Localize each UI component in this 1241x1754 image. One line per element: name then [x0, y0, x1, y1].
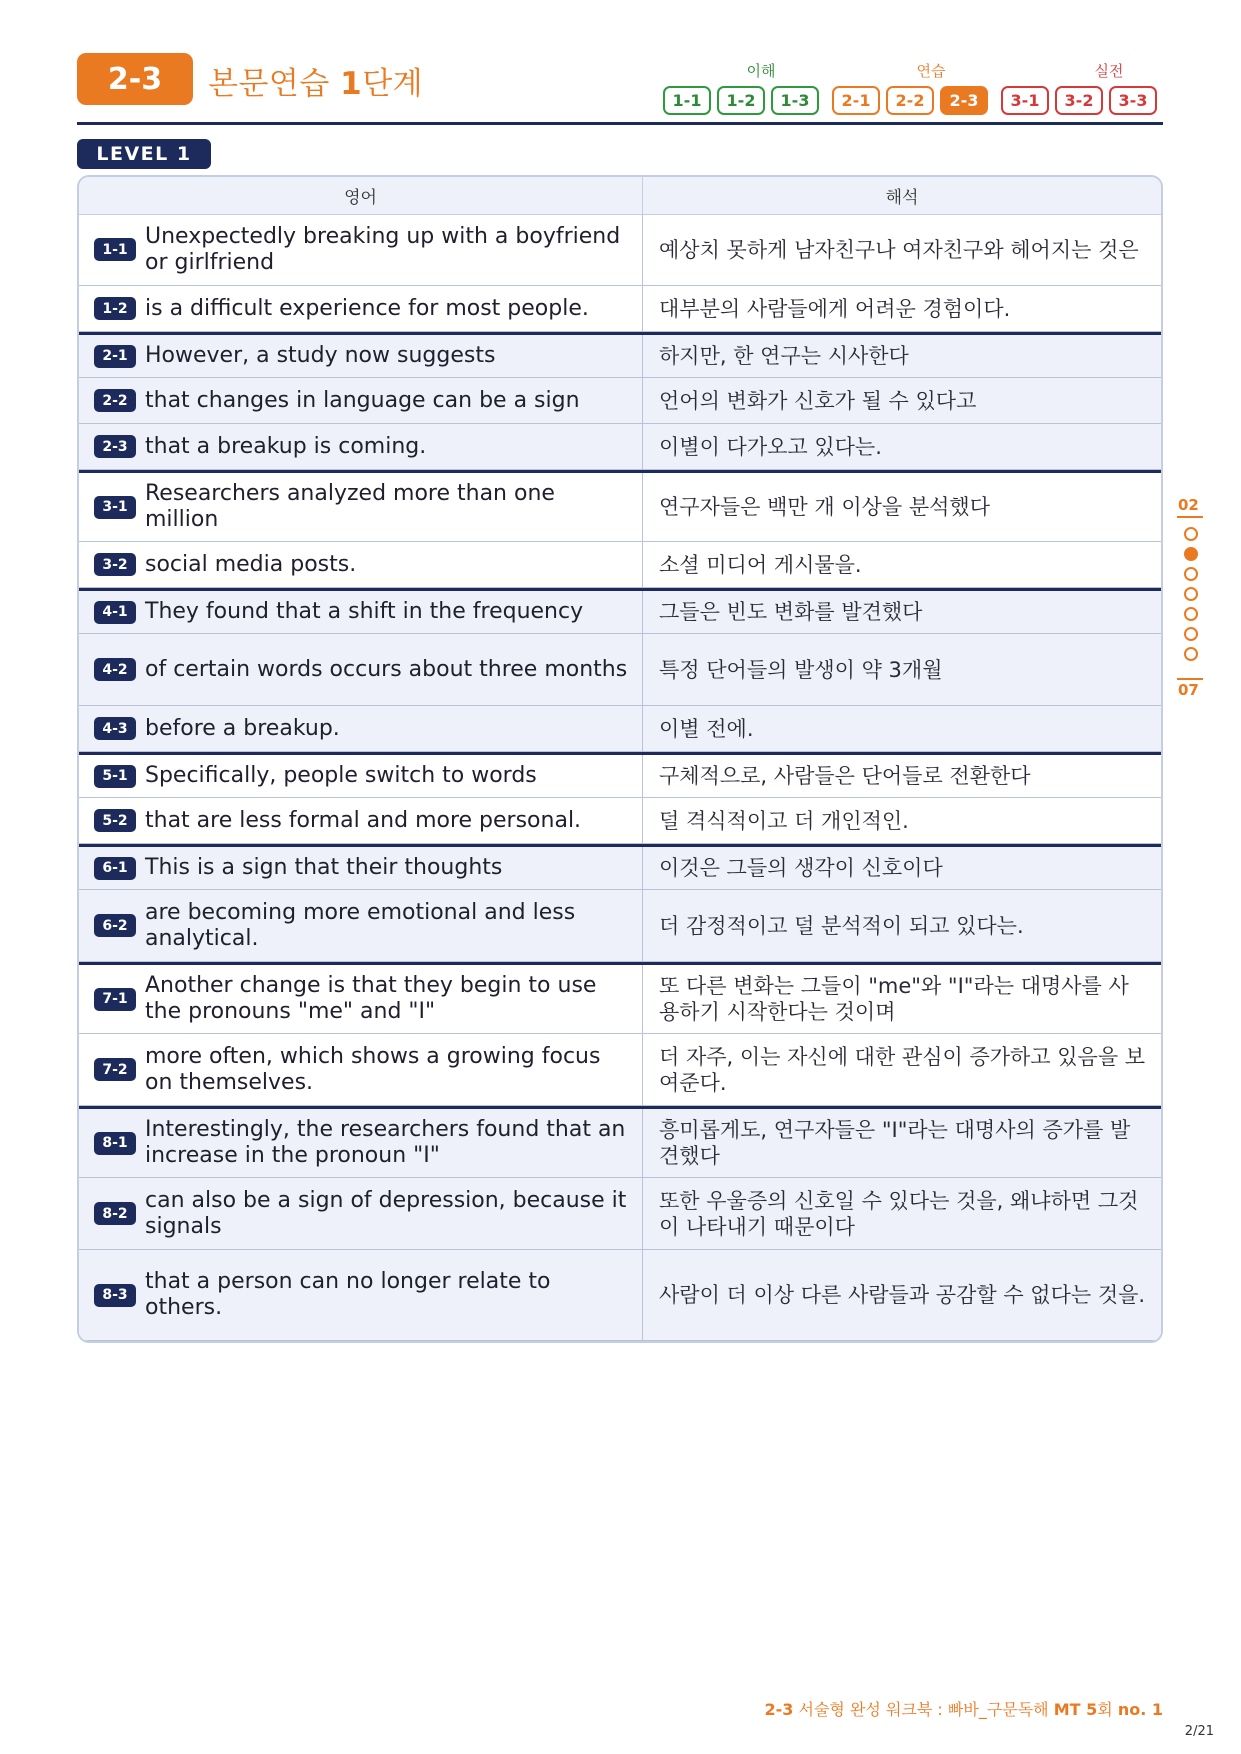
table-row	[79, 1034, 1161, 1106]
table-row	[79, 214, 1161, 286]
page-title	[208, 58, 423, 103]
table-row	[79, 424, 1161, 470]
table-row	[79, 844, 1161, 890]
english-sentence: social media posts.	[145, 551, 357, 577]
footer-title	[765, 1697, 1163, 1720]
english-cell	[79, 706, 643, 751]
sentence-number-badge: 4-3	[94, 717, 136, 740]
english-sentence: can also be a sign of depression, because it signals	[145, 1187, 627, 1239]
english-sentence: before a breakup.	[145, 715, 340, 741]
korean-translation: 연구자들은 백만 개 이상을 분석했다	[659, 495, 990, 519]
sentence-number-badge: 5-1	[94, 765, 136, 788]
english-cell	[79, 542, 643, 587]
english-cell	[79, 890, 643, 961]
english-sentence: that changes in language can be a sign	[145, 387, 580, 413]
sentence-number-badge: 7-2	[94, 1058, 136, 1081]
chapter-index-end: 07	[1178, 681, 1199, 699]
english-sentence: Unexpectedly breaking up with a boyfriend or girlfriend	[145, 223, 621, 275]
sentence-number-badge: 8-3	[94, 1284, 136, 1307]
korean-translation: 이별이 다가오고 있다는.	[659, 434, 882, 459]
table-row	[79, 634, 1161, 706]
english-sentence: that a person can no longer relate to others.	[145, 1269, 551, 1320]
title-text: 본문연습	[208, 66, 341, 102]
english-cell	[79, 755, 643, 797]
footer-book: 서술형 완성 워크북 : 빠바_구문독해	[793, 1700, 1054, 1719]
korean-translation: 더 감정적이고 덜 분석적이 되고 있다는.	[659, 913, 1024, 938]
sentence-number-badge: 1-2	[94, 297, 136, 320]
english-cell	[79, 965, 643, 1033]
korean-translation: 언어의 변화가 신호가 될 수 있다고	[659, 388, 977, 413]
english-sentence: However, a study now suggests	[145, 343, 496, 368]
english-cell	[79, 798, 643, 843]
page-number: 2/21	[1184, 1724, 1214, 1739]
english-sentence: of certain words occurs about three months	[145, 656, 628, 682]
english-cell	[79, 214, 643, 285]
sentence-number-badge: 6-2	[94, 914, 136, 937]
step-2-3[interactable]: 2-3	[940, 86, 988, 115]
korean-translation: 덜 격식적이고 더 개인적인.	[659, 808, 909, 833]
english-sentence: Interestingly, the researchers found that an increase in the pronoun "I"	[145, 1117, 626, 1168]
english-cell	[79, 286, 643, 331]
sentence-number-badge: 2-1	[94, 345, 136, 368]
sentence-number-badge: 6-1	[94, 857, 136, 880]
korean-translation: 또 다른 변화는 그들이 "me"와 "I"라는 대명사를 사용하기 시작한다는 것이며	[659, 974, 1129, 1024]
step-3-1[interactable]: 3-1	[1001, 86, 1049, 115]
sentence-number-badge: 1-1	[94, 238, 136, 261]
english-sentence: Researchers analyzed more than one million	[145, 481, 555, 532]
sentence-number-badge: 3-1	[94, 496, 136, 519]
step-3-3[interactable]: 3-3	[1109, 86, 1157, 115]
english-cell	[79, 591, 643, 633]
table-row	[79, 542, 1161, 588]
english-cell	[79, 424, 643, 469]
table-row	[79, 752, 1161, 798]
english-sentence: Specifically, people switch to words	[145, 763, 537, 788]
step-1-3[interactable]: 1-3	[771, 86, 819, 115]
english-sentence: is a difficult experience for most people.	[145, 295, 589, 321]
sentence-number-badge: 5-2	[94, 809, 136, 832]
title-level: 1	[340, 66, 363, 102]
english-sentence: They found that a shift in the frequency	[145, 599, 584, 624]
table-header	[79, 177, 1161, 215]
korean-translation: 이별 전에.	[659, 716, 754, 741]
table-row	[79, 798, 1161, 844]
footer-number: no. 1	[1117, 1700, 1163, 1719]
korean-translation: 대부분의 사람들에게 어려운 경험이다.	[659, 296, 1011, 321]
footer-set: MT 5	[1053, 1700, 1098, 1719]
english-cell	[79, 473, 643, 541]
table-row	[79, 1250, 1161, 1341]
korean-translation: 더 자주, 이는 자신에 대한 관심이 증가하고 있음을 보여준다.	[659, 1044, 1146, 1095]
korean-translation: 흥미롭게도, 연구자들은 "I"라는 대명사의 증가를 발견했다	[659, 1118, 1131, 1168]
chapter-dot[interactable]	[1184, 587, 1198, 601]
chapter-dot[interactable]	[1184, 527, 1198, 541]
korean-translation: 그들은 빈도 변화를 발견했다	[659, 600, 923, 624]
index-rule-top	[1177, 516, 1203, 518]
step-1-1[interactable]: 1-1	[663, 86, 711, 115]
english-cell	[79, 1034, 643, 1105]
korean-translation: 특정 단어들의 발생이 약 3개월	[659, 657, 943, 682]
chapter-dot[interactable]	[1184, 547, 1198, 561]
korean-translation: 이것은 그들의 생각이 신호이다	[659, 856, 943, 880]
korean-translation: 또한 우울증의 신호일 수 있다는 것을, 왜냐하면 그것이 나타내기 때문이다	[659, 1188, 1139, 1239]
table-row	[79, 286, 1161, 332]
group-label-understand: 이해	[746, 62, 776, 80]
step-3-2[interactable]: 3-2	[1055, 86, 1103, 115]
korean-translation: 사람이 더 이상 다른 사람들과 공감할 수 없다는 것을.	[659, 1283, 1146, 1307]
table-row	[79, 1106, 1161, 1178]
sentence-number-badge: 8-1	[94, 1132, 136, 1155]
table-row	[79, 470, 1161, 542]
group-label-practice: 연습	[916, 62, 946, 80]
english-sentence: that are less formal and more personal.	[145, 807, 582, 833]
chapter-dot[interactable]	[1184, 567, 1198, 581]
english-cell	[79, 1250, 643, 1340]
chapter-index-start: 02	[1178, 496, 1199, 514]
english-sentence: This is a sign that their thoughts	[145, 855, 503, 880]
step-1-2[interactable]: 1-2	[717, 86, 765, 115]
footer-section: 2-3	[764, 1700, 794, 1719]
translation-table	[77, 175, 1163, 1343]
sentence-number-badge: 4-1	[94, 601, 136, 624]
korean-translation: 예상치 못하게 남자친구나 여자친구와 헤어지는 것은	[659, 237, 1139, 262]
chapter-dot[interactable]	[1184, 647, 1198, 661]
english-cell	[79, 1109, 643, 1177]
section-badge: 2-3	[77, 53, 193, 105]
korean-translation: 하지만, 한 연구는 시사한다	[659, 344, 909, 368]
index-rule-bottom	[1177, 678, 1203, 680]
sentence-number-badge: 2-3	[94, 435, 136, 458]
sentence-number-badge: 3-2	[94, 553, 136, 576]
sentence-number-badge: 7-1	[94, 988, 136, 1011]
step-2-1[interactable]: 2-1	[832, 86, 880, 115]
column-header-english: 영어	[79, 177, 643, 214]
english-sentence: Another change is that they begin to use the pronouns "me" and "I"	[145, 973, 597, 1024]
title-suffix: 단계	[362, 66, 424, 102]
english-sentence: more often, which shows a growing focus on themselves.	[145, 1043, 601, 1095]
english-cell	[79, 335, 643, 377]
footer-round: 회	[1097, 1700, 1118, 1719]
table-row	[79, 706, 1161, 752]
header-divider	[77, 122, 1163, 125]
table-row	[79, 332, 1161, 378]
sentence-number-badge: 2-2	[94, 389, 136, 412]
group-label-real: 실전	[1094, 62, 1124, 80]
chapter-dot[interactable]	[1184, 607, 1198, 621]
english-sentence: that a breakup is coming.	[145, 433, 427, 459]
sentence-number-badge: 4-2	[94, 658, 136, 681]
table-row	[79, 890, 1161, 962]
english-cell	[79, 378, 643, 423]
table-row	[79, 378, 1161, 424]
table-row	[79, 588, 1161, 634]
column-header-korean: 해석	[885, 188, 919, 208]
korean-translation: 소셜 미디어 게시물을.	[659, 552, 862, 577]
level-badge: LEVEL 1	[77, 139, 211, 169]
english-cell	[79, 1178, 643, 1249]
english-sentence: are becoming more emotional and less analytical.	[145, 899, 576, 951]
english-cell	[79, 847, 643, 889]
korean-translation: 구체적으로, 사람들은 단어들로 전환한다	[659, 764, 1031, 788]
sentence-number-badge: 8-2	[94, 1202, 136, 1225]
table-row	[79, 962, 1161, 1034]
step-2-2[interactable]: 2-2	[886, 86, 934, 115]
english-cell	[79, 634, 643, 705]
table-row	[79, 1178, 1161, 1250]
chapter-dot[interactable]	[1184, 627, 1198, 641]
